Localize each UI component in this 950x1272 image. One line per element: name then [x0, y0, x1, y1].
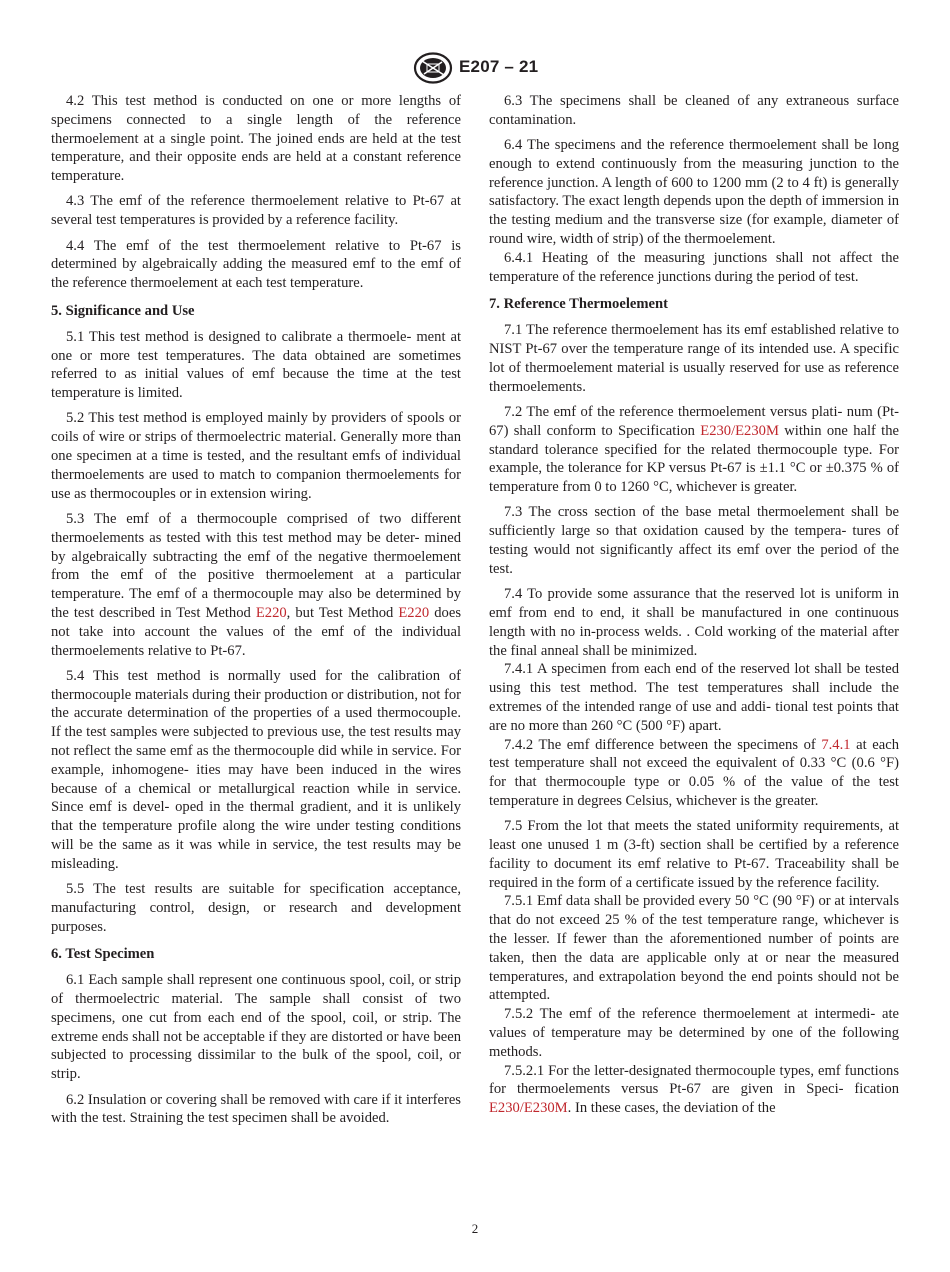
paragraph-5-1: 5.1 This test method is designed to calibrate a thermoele- ment at one or more test temperatures. The data obtained are sometimes referred to as initial values of emf because the time at the test temperature is limited.	[51, 328, 461, 402]
paragraph-5-3	[51, 510, 461, 660]
paragraph-6-4-1: 6.4.1 Heating of the measuring junctions shall not affect the temperature of the reference junctions during the period of test.	[489, 249, 899, 285]
paragraph-7-1: 7.1 The reference thermoelement has its emf established relative to NIST Pt-67 over the temperature range of its intended use. A specific lot of thermoelement material is usually reserved for use as reference thermoelements.	[489, 322, 899, 395]
paragraph-6-3: 6.3 The specimens shall be cleaned of any extraneous surface contamination.	[489, 93, 899, 128]
paragraph-7-2	[489, 403, 899, 497]
paragraph-6-2: 6.2 Insulation or covering shall be removed with care if it interferes with the test. Straining the test specimen shall be avoided.	[51, 1091, 461, 1127]
paragraph-7-3: 7.3 The cross section of the base metal thermoelement shall be sufficiently large so that oxidation caused by the tempera- tures of testing would not significantly affect its emf over the period of the test.	[489, 504, 899, 577]
paragraph-5-5: 5.5 The test results are suitable for specification acceptance, manufacturing control, design, or research and development purposes.	[51, 881, 461, 935]
paragraph-6-1: 6.1 Each sample shall represent one continuous spool, coil, or strip of thermoelectric material. The sample shall consist of two specimens, one cut from each end of the spool, coil, or strip. The extreme ends shall not be acceptable if they are distorted or have been subjected to processing dissimilar to the bulk of the spool, coil, or strip.	[51, 972, 461, 1083]
paragraph-4-4: 4.4 The emf of the test thermoelement relative to Pt-67 is determined by algebraically adding the measured emf to the emf of the reference thermoelement at each test temperature.	[51, 237, 461, 292]
paragraph-7-4-2-text-a: 7.4.2 The emf difference between the specimens of	[504, 736, 822, 753]
paragraph-7-5-1: 7.5.1 Emf data shall be provided every 50 °C (90 °F) or at intervals that do not exceed 25 % of the test temperature range, whichever is the lesser. If fewer than the aforementioned number of points are taken, then the data are applicable only at or near the measured temperatures, and extrapolation beyond the end points should not be attempted.	[489, 893, 899, 1004]
paragraph-7-2-text-a: 7.2 The emf of the reference thermoelement versus plati- num (Pt-67) shall conform to Specification	[489, 403, 899, 439]
paragraph-7-5: 7.5 From the lot that meets the stated uniformity requirements, at least one unused 1 m (3-ft) section shall be certified by a reference facility to document its emf relative to Pt-67. Traceability shall be required in the form of a certificate issued by the reference facility.	[489, 818, 899, 891]
paragraph-5-3-text-a: 5.3 The emf of a thermocouple comprised of two different thermoelements as tested with this test method may be deter- mined by algebraically subtracting the emf of the negative thermoelement from the emf of the positive thermoelement at a particular temperature. The emf of a thermocouple may also be determined by the test described in Test Method	[51, 510, 461, 621]
paragraph-5-4: 5.4 This test method is normally used for the calibration of thermocouple materials during their production or distribution, not for the accurate determination of the properties of a used thermocouple. If the test samples were subjected to previous use, the test results may not reflect the same emf as the thermocouple did while in service. For example, inhomogene- ities may have been induced in the wires because of a chemical or metallurgical reaction while in service. Since emf is devel- oped in the thermal gradient, and it is unlikely that the temperature profile along the wire under testing conditions will be the same as it was while in service, the test results may be misleading.	[51, 667, 461, 872]
section-heading-6: 6. Test Specimen	[51, 946, 155, 963]
reference-link-7-4-1[interactable]: 7.4.1	[821, 736, 851, 753]
right-column	[489, 92, 899, 1118]
page-header	[0, 52, 950, 86]
document-id: E207 – 21	[459, 57, 539, 76]
paragraph-7-5-2-1-text-a: 7.5.2.1 For the letter-designated thermocouple types, emf functions for thermoelements versus Pt-67 are given in Speci- fication	[489, 1062, 899, 1098]
paragraph-7-5-2: 7.5.2 The emf of the reference thermoelement at intermedi- ate values of temperature may be determined by one of the following methods.	[489, 1006, 899, 1060]
paragraph-7-5-2-1-text-b: . In these cases, the deviation of the	[567, 1100, 776, 1117]
section-heading-5: 5. Significance and Use	[51, 302, 195, 319]
paragraph-4-3: 4.3 The emf of the reference thermoelement relative to Pt-67 at several test temperatures is provided by a reference facility.	[51, 193, 461, 229]
left-column	[51, 92, 461, 1135]
reference-link-e230[interactable]: E230/E230M	[489, 1100, 568, 1117]
page-number: 2	[471, 1221, 479, 1236]
paragraph-5-2: 5.2 This test method is employed mainly by providers of spools or coils of wire or strips of thermoelectric material. Generally more than one specimen at a time is tested, and the resultant emfs of individual thermoelements are used to match to companion thermoelements for use as thermocouples or in extension wiring.	[51, 410, 461, 502]
paragraph-7-4: 7.4 To provide some assurance that the reserved lot is uniform in emf from end to end, it shall be manufactured in one continuous length with no in-process welds. . Cold working of the material after the final anneal shall be minimized.	[489, 586, 899, 659]
paragraph-5-3-text-b: , but Test Method	[286, 604, 399, 621]
reference-link-e220[interactable]: E220	[398, 604, 430, 621]
section-heading-7: 7. Reference Thermoelement	[489, 296, 668, 313]
paragraph-7-4-2-text-b: at each test temperature shall not exceed the equivalent of 0.33 °C (0.6 °F) for that thermocouple type or 0.05 % of the value of the test temperature in degrees Celsius, whichever is the greater.	[489, 736, 900, 809]
paragraph-7-5-2-1	[489, 1062, 899, 1118]
paragraph-6-4: 6.4 The specimens and the reference thermoelement shall be long enough to extend continuously from the measuring junction to the reference junction. A length of 600 to 1200 mm (2 to 4 ft) is generally satisfactory. The exact length depends upon the depth of immersion in the testing medium and the transverse size (for example, diameter of round wire, width of strip) of the thermoelement.	[489, 137, 899, 248]
reference-link-e220[interactable]: E220	[255, 604, 287, 621]
paragraph-5-3-text-c: does not take into account the values of the emf of the individual thermoelements relative to Pt-67.	[51, 604, 461, 659]
paragraph-4-2: 4.2 This test method is conducted on one or more lengths of specimens connected to a single length of the reference thermoelement at a single point. The joined ends are held at the test temperature, and their opposite ends are held at a constant reference temperature.	[51, 93, 461, 185]
reference-link-e230[interactable]: E230/E230M	[700, 422, 779, 439]
paragraph-7-4-1: 7.4.1 A specimen from each end of the reserved lot shall be tested using this test method. The test temperatures shall include the extremes of the intended range of use and addi- tional test points that are no more than 260 °C (500 °F) apart.	[489, 661, 899, 734]
astm-logo-icon	[413, 52, 453, 84]
paragraph-7-2-text-b: within one half the standard tolerance specified for the related thermocouple type. For example, the tolerance for KP versus Pt-67 is ±1.1 °C or ±0.375 % of temperature from 0 to 1260 °C, whichever is greater.	[489, 422, 900, 496]
paragraph-7-4-2	[489, 736, 899, 811]
